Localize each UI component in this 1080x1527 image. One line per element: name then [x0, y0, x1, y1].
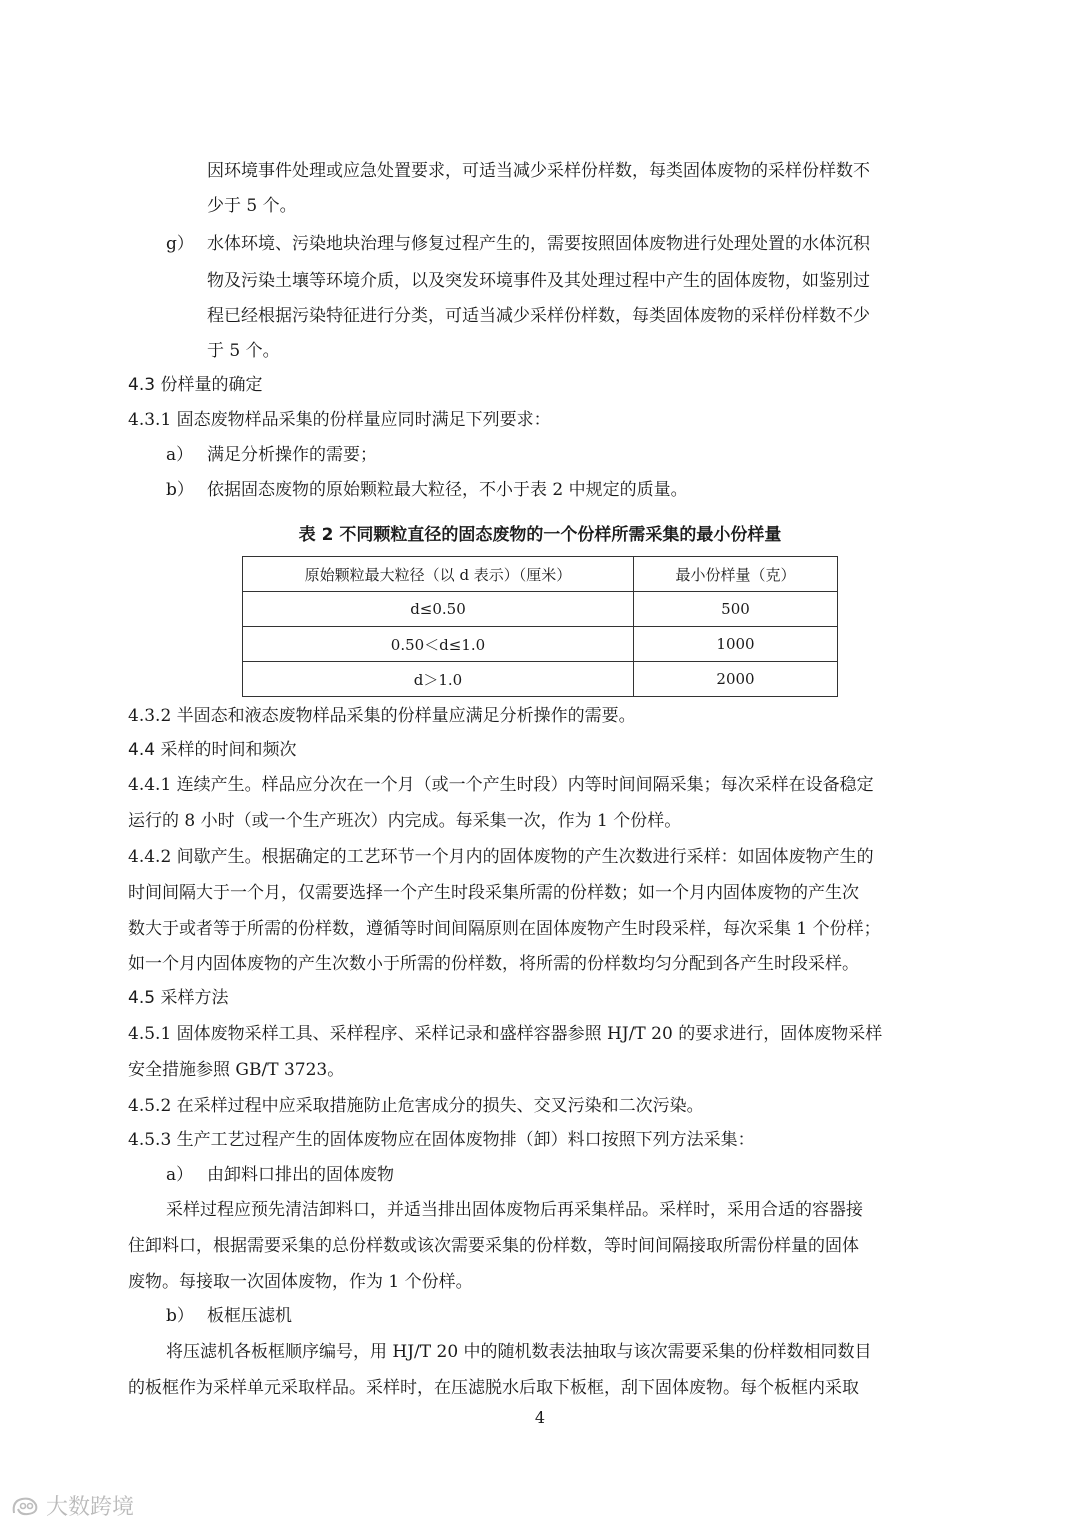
- paragraph-line: 于 5 个。: [207, 341, 280, 361]
- paragraph-line: 水体环境、污染地块治理与修复过程产生的，需要按照固体废物进行处理处置的水体沉积: [207, 234, 870, 254]
- paragraph-line: 住卸料口，根据需要采集的总份样数或该次需要采集的份样数，等时间间隔接取所需份样量的固体: [128, 1236, 859, 1256]
- table-cell: d＞1.0: [243, 662, 634, 697]
- paragraph-line: 少于 5 个。: [207, 196, 297, 216]
- list-item-text: 依据固态废物的原始颗粒最大粒径，不小于表 2 中规定的质量。: [207, 480, 688, 500]
- paragraph-line: 4.5.3 生产工艺过程产生的固体废物应在固体废物排（卸）料口按照下列方法采集：: [128, 1130, 755, 1150]
- paragraph-line: 安全措施参照 GB/T 3723。: [128, 1060, 345, 1080]
- table-cell: d≤0.50: [243, 592, 634, 627]
- watermark-text: 大数跨境: [46, 1495, 135, 1520]
- paragraph-line: 4.3.2 半固态和液态废物样品采集的份样量应满足分析操作的需要。: [128, 706, 636, 726]
- paragraph-line: 程已经根据污染特征进行分类，可适当减少采样份样数，每类固体废物的采样份样数不少: [207, 306, 870, 326]
- paragraph-line: 因环境事件处理或应急处置要求，可适当减少采样份样数，每类固体废物的采样份样数不: [207, 161, 870, 181]
- table-cell: 1000: [634, 627, 838, 662]
- list-marker: a）: [166, 1165, 194, 1185]
- paragraph-line: 废物。每接取一次固体废物，作为 1 个份样。: [128, 1272, 473, 1292]
- section-heading: 4.3 份样量的确定: [128, 375, 263, 395]
- table-header-row: [243, 557, 838, 592]
- paragraph-line: 运行的 8 小时（或一个生产班次）内完成。每采集一次，作为 1 个份样。: [128, 811, 682, 831]
- paragraph-line: 采样过程应预先清洁卸料口，并适当排出固体废物后再采集样品。采样时，采用合适的容器接: [166, 1200, 863, 1220]
- list-marker: b）: [166, 480, 194, 500]
- table-cell: 2000: [634, 662, 838, 697]
- paragraph-line: 4.3.1 固态废物样品采集的份样量应同时满足下列要求：: [128, 410, 551, 430]
- paragraph-line: 4.4.2 间歇产生。根据确定的工艺环节一个月内的固体废物的产生次数进行采样：如固体废物产生的: [128, 847, 874, 867]
- paragraph-line: 4.4.1 连续产生。样品应分次在一个月（或一个产生时段）内等时间间隔采集；每次采样在设备稳定: [128, 775, 874, 795]
- paragraph-line: 4.5.1 固体废物采样工具、采样程序、采样记录和盛样容器参照 HJ/T 20 的要求进行，固体废物采样: [128, 1024, 883, 1044]
- list-item-text: 由卸料口排出的固体废物: [207, 1165, 394, 1185]
- list-marker: g）: [166, 234, 194, 254]
- paragraph-line: 物及污染土壤等环境介质，以及突发环境事件及其处理过程中产生的固体废物，如鉴别过: [207, 271, 870, 291]
- table-row: [243, 662, 838, 697]
- watermark: [10, 1490, 134, 1521]
- table-row: [243, 592, 838, 627]
- paragraph-line: 如一个月内固体废物的产生次数小于所需的份样数，将所需的份样数均匀分配到各产生时段采样。: [128, 954, 859, 974]
- page-number: 4: [534, 1408, 546, 1427]
- table-cell: 0.50＜d≤1.0: [243, 627, 634, 662]
- list-item-text: 满足分析操作的需要；: [207, 445, 377, 465]
- watermark-logo-icon: [10, 1495, 40, 1517]
- paragraph-line: 时间间隔大于一个月，仅需要选择一个产生时段采集所需的份样数；如一个月内固体废物的产生次: [128, 883, 859, 903]
- particle-size-table: [242, 556, 838, 697]
- section-heading: 4.5 采样方法: [128, 988, 229, 1008]
- table-header-cell: 最小份样量（克）: [634, 557, 838, 592]
- list-marker: b）: [166, 1306, 194, 1326]
- section-heading: 4.4 采样的时间和频次: [128, 740, 297, 760]
- table-row: [243, 627, 838, 662]
- table-cell: 500: [634, 592, 838, 627]
- list-item-text: 板框压滤机: [207, 1306, 292, 1326]
- table-caption: 表 2 不同颗粒直径的固态废物的一个份样所需采集的最小份样量: [298, 525, 782, 545]
- table-header-cell: 原始颗粒最大粒径（以 d 表示）（厘米）: [243, 557, 634, 592]
- paragraph-line: 将压滤机各板框顺序编号，用 HJ/T 20 中的随机数表法抽取与该次需要采集的份样数相同数目: [166, 1342, 872, 1362]
- list-marker: a）: [166, 445, 194, 465]
- paragraph-line: 的板框作为采样单元采取样品。采样时，在压滤脱水后取下板框，刮下固体废物。每个板框内采取: [128, 1378, 859, 1398]
- paragraph-line: 4.5.2 在采样过程中应采取措施防止危害成分的损失、交叉污染和二次污染。: [128, 1096, 704, 1116]
- paragraph-line: 数大于或者等于所需的份样数，遵循等时间间隔原则在固体废物产生时段采样，每次采集 1 个份样；: [128, 919, 881, 939]
